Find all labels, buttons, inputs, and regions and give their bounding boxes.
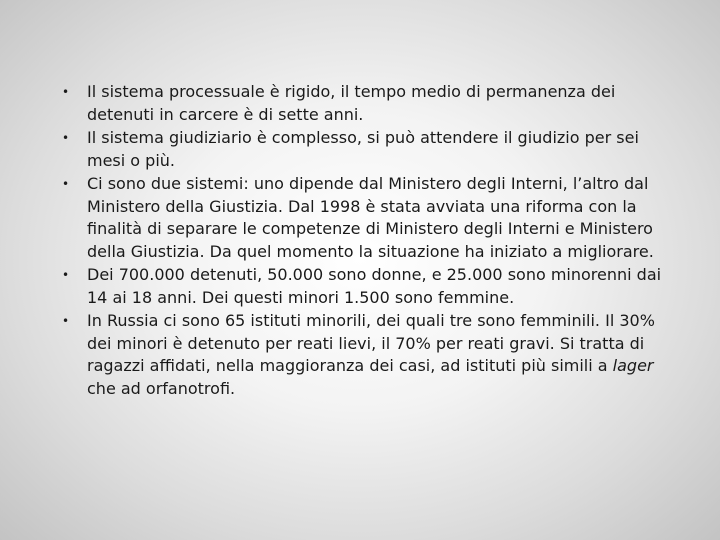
bullet-text: Il sistema processuale è rigido, il tempo medio di permanenza dei detenuti in carcere è di sette anni. xyxy=(87,82,616,124)
bullet-text xyxy=(87,311,655,398)
bullet-item xyxy=(62,173,682,263)
bullet-item xyxy=(62,127,682,172)
bullet-item xyxy=(62,81,682,126)
bullet-item xyxy=(62,264,682,309)
bullet-item xyxy=(62,310,682,400)
bullet-list xyxy=(62,81,682,401)
bullet-dot: • xyxy=(62,314,70,328)
bullet-dot: • xyxy=(62,85,70,99)
bullet-dot: • xyxy=(62,131,70,145)
bullet-text: Il sistema giudiziario è complesso, si può attendere il giudizio per sei mesi o più. xyxy=(87,128,639,170)
bullet-text: Ci sono due sistemi: uno dipende dal Ministero degli Interni, l’altro dal Ministero della Giustizia. Dal 1998 è stata avviata una riforma con la finalità di separare le competenze di Ministero degli Interni e Ministero della Giustizia. Da quel momento la situazione ha iniziato a migliorare. xyxy=(87,174,654,261)
bullet-dot: • xyxy=(62,177,70,191)
bullet-dot: • xyxy=(62,268,70,282)
bullet-text: Dei 700.000 detenuti, 50.000 sono donne, e 25.000 sono minorenni dai 14 ai 18 anni. Dei questi minori 1.500 sono femmine. xyxy=(87,265,662,307)
bullet-text-part: che ad orfanotrofi. xyxy=(87,378,236,398)
bullet-text-italic: lager xyxy=(612,356,654,375)
bullet-text-part: In Russia ci sono 65 istituti minorili, dei quali tre sono femminili. Il 30% dei minori è detenuto per reati lievi, il 70% per reati gravi. Si tratta di ragazzi affidati, nella maggioranza dei casi, ad istituti più simili a xyxy=(87,311,655,375)
